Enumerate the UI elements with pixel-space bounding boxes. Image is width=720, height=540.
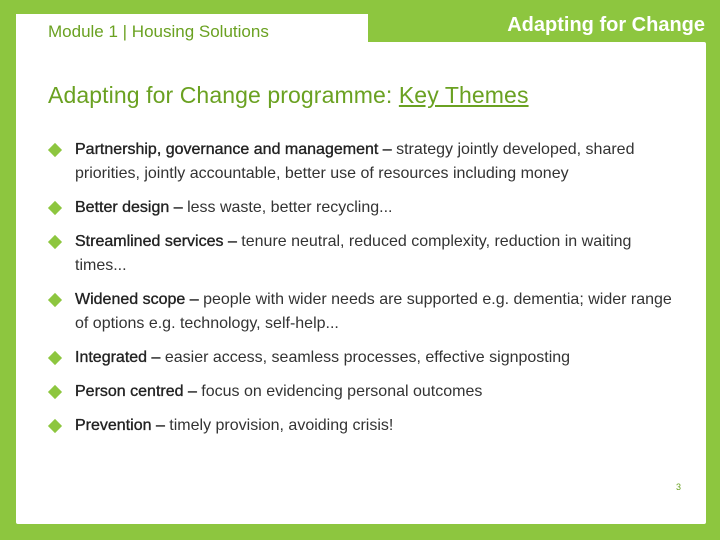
bullet-lead: Person centred – [75, 383, 202, 400]
bullet-text: less waste, better recycling... [187, 199, 393, 216]
bullet-lead: Prevention – [75, 417, 170, 434]
diamond-bullet-icon [48, 143, 62, 157]
diamond-bullet-icon [48, 293, 62, 307]
page-title [48, 82, 529, 109]
diamond-bullet-icon [48, 419, 62, 433]
list-item [48, 288, 678, 336]
bullet-text: focus on evidencing personal outcomes [201, 383, 483, 400]
brand-title: Adapting for Change [507, 14, 705, 36]
bullet-lead: Better design – [75, 199, 188, 216]
list-item [48, 414, 678, 438]
theme-list [48, 138, 678, 448]
page-number: 3 [676, 482, 682, 492]
title-prefix: Adapting for Change programme: [48, 82, 399, 108]
list-item [48, 138, 678, 186]
bullet-text: easier access, seamless processes, effective signposting [164, 349, 571, 366]
bullet-lead: Streamlined services – [75, 233, 242, 250]
bullet-text: people with wider needs are supported e.g. dementia; wider range of options e.g. technology, self-help... [75, 291, 672, 332]
diamond-bullet-icon [48, 351, 62, 365]
diamond-bullet-icon [48, 385, 62, 399]
diamond-bullet-icon [48, 201, 62, 215]
bullet-text: tenure neutral, reduced complexity, reduction in waiting times... [75, 233, 632, 274]
bullet-lead: Integrated – [75, 349, 165, 366]
bullet-text: timely provision, avoiding crisis! [169, 417, 394, 434]
list-item [48, 346, 678, 370]
list-item [48, 196, 678, 220]
bullet-text: strategy jointly developed, shared priorities, jointly accountable, better use of resources including money [75, 141, 635, 182]
bullet-lead: Widened scope – [75, 291, 204, 308]
list-item [48, 230, 678, 278]
list-item [48, 380, 678, 404]
diamond-bullet-icon [48, 235, 62, 249]
bullet-lead: Partnership, governance and management – [75, 141, 397, 158]
title-underlined: Key Themes [398, 82, 529, 108]
module-label: Module 1 | Housing Solutions [48, 22, 269, 41]
